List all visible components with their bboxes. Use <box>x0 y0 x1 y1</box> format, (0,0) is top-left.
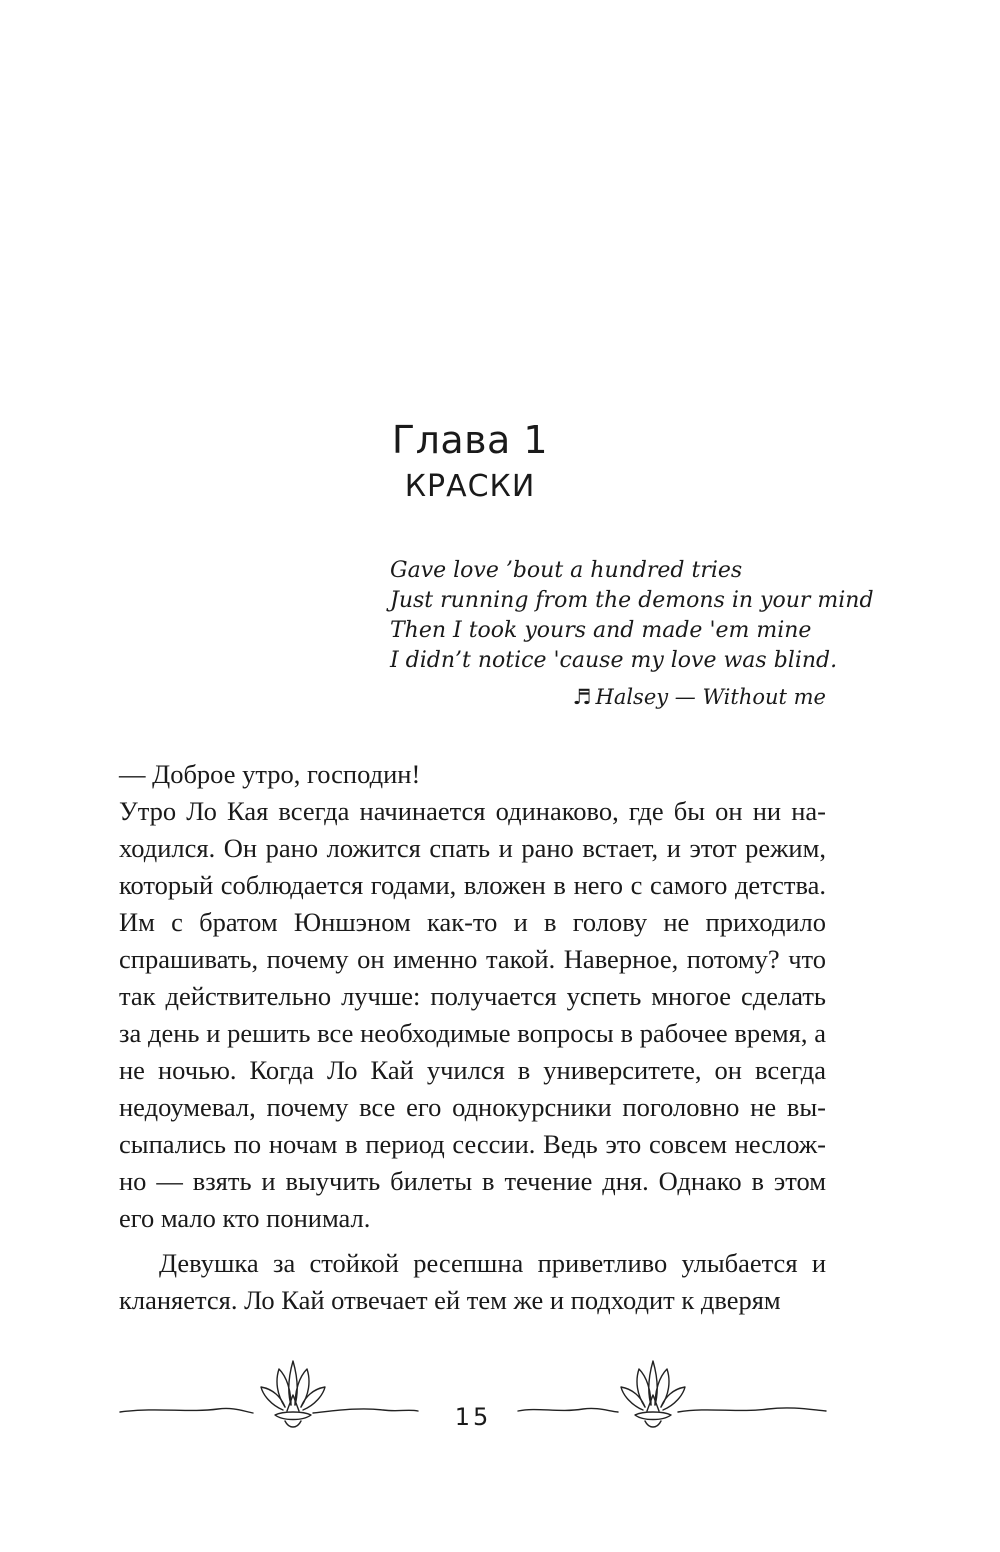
page-footer <box>118 1355 828 1450</box>
epigraph-line: Just running from the demons in your mind <box>390 588 874 613</box>
epigraph-line: Then I took yours and made 'em mine <box>390 618 812 643</box>
chapter-title: КРАСКИ <box>404 469 536 504</box>
epigraph <box>390 556 874 676</box>
paragraph: Девушка за стойкой ресепшна приветливо улыбается и кланяется. Ло Кай отвечает ей тем же и подходит к дверям <box>119 1248 826 1315</box>
epigraph-line: Gave love ’bout a hundred tries <box>390 558 743 583</box>
epigraph-line: I didn’t notice 'cause my love was blind. <box>390 648 838 673</box>
paragraph: Утро Ло Кая всегда начинается одинаково, где бы он ни находился. Он рано ложится спать и рано встает, и этот режим, который соблюдается годами, вложен в него с самого детства. Им с братом Юншэном как-то и в голову не приходило спрашивать, почему он именно такой. Наверное, потому? что так действительно лучше: получается успеть многое сделать за день и решить все необходимые вопросы в рабочее время, а не ночью. Когда Ло Кай учился в университете, он всегда недоумевал, почему все его однокурсники поголовно не высыпались по ночам в период сессии. Ведь это совсем несложно — взять и выучить билеты в течение дня. Однако в этом его мало кто понимал. <box>119 796 826 1233</box>
epigraph-source-text: Halsey — Without me <box>595 685 826 709</box>
body-text <box>119 756 826 1319</box>
paragraph-dialogue: — Доброе утро, господин! <box>119 759 421 789</box>
epigraph-source <box>573 685 826 709</box>
chapter-number: Глава 1 <box>391 418 549 462</box>
page-number: 15 <box>454 1403 492 1431</box>
music-note-icon: ♬ <box>572 685 592 709</box>
